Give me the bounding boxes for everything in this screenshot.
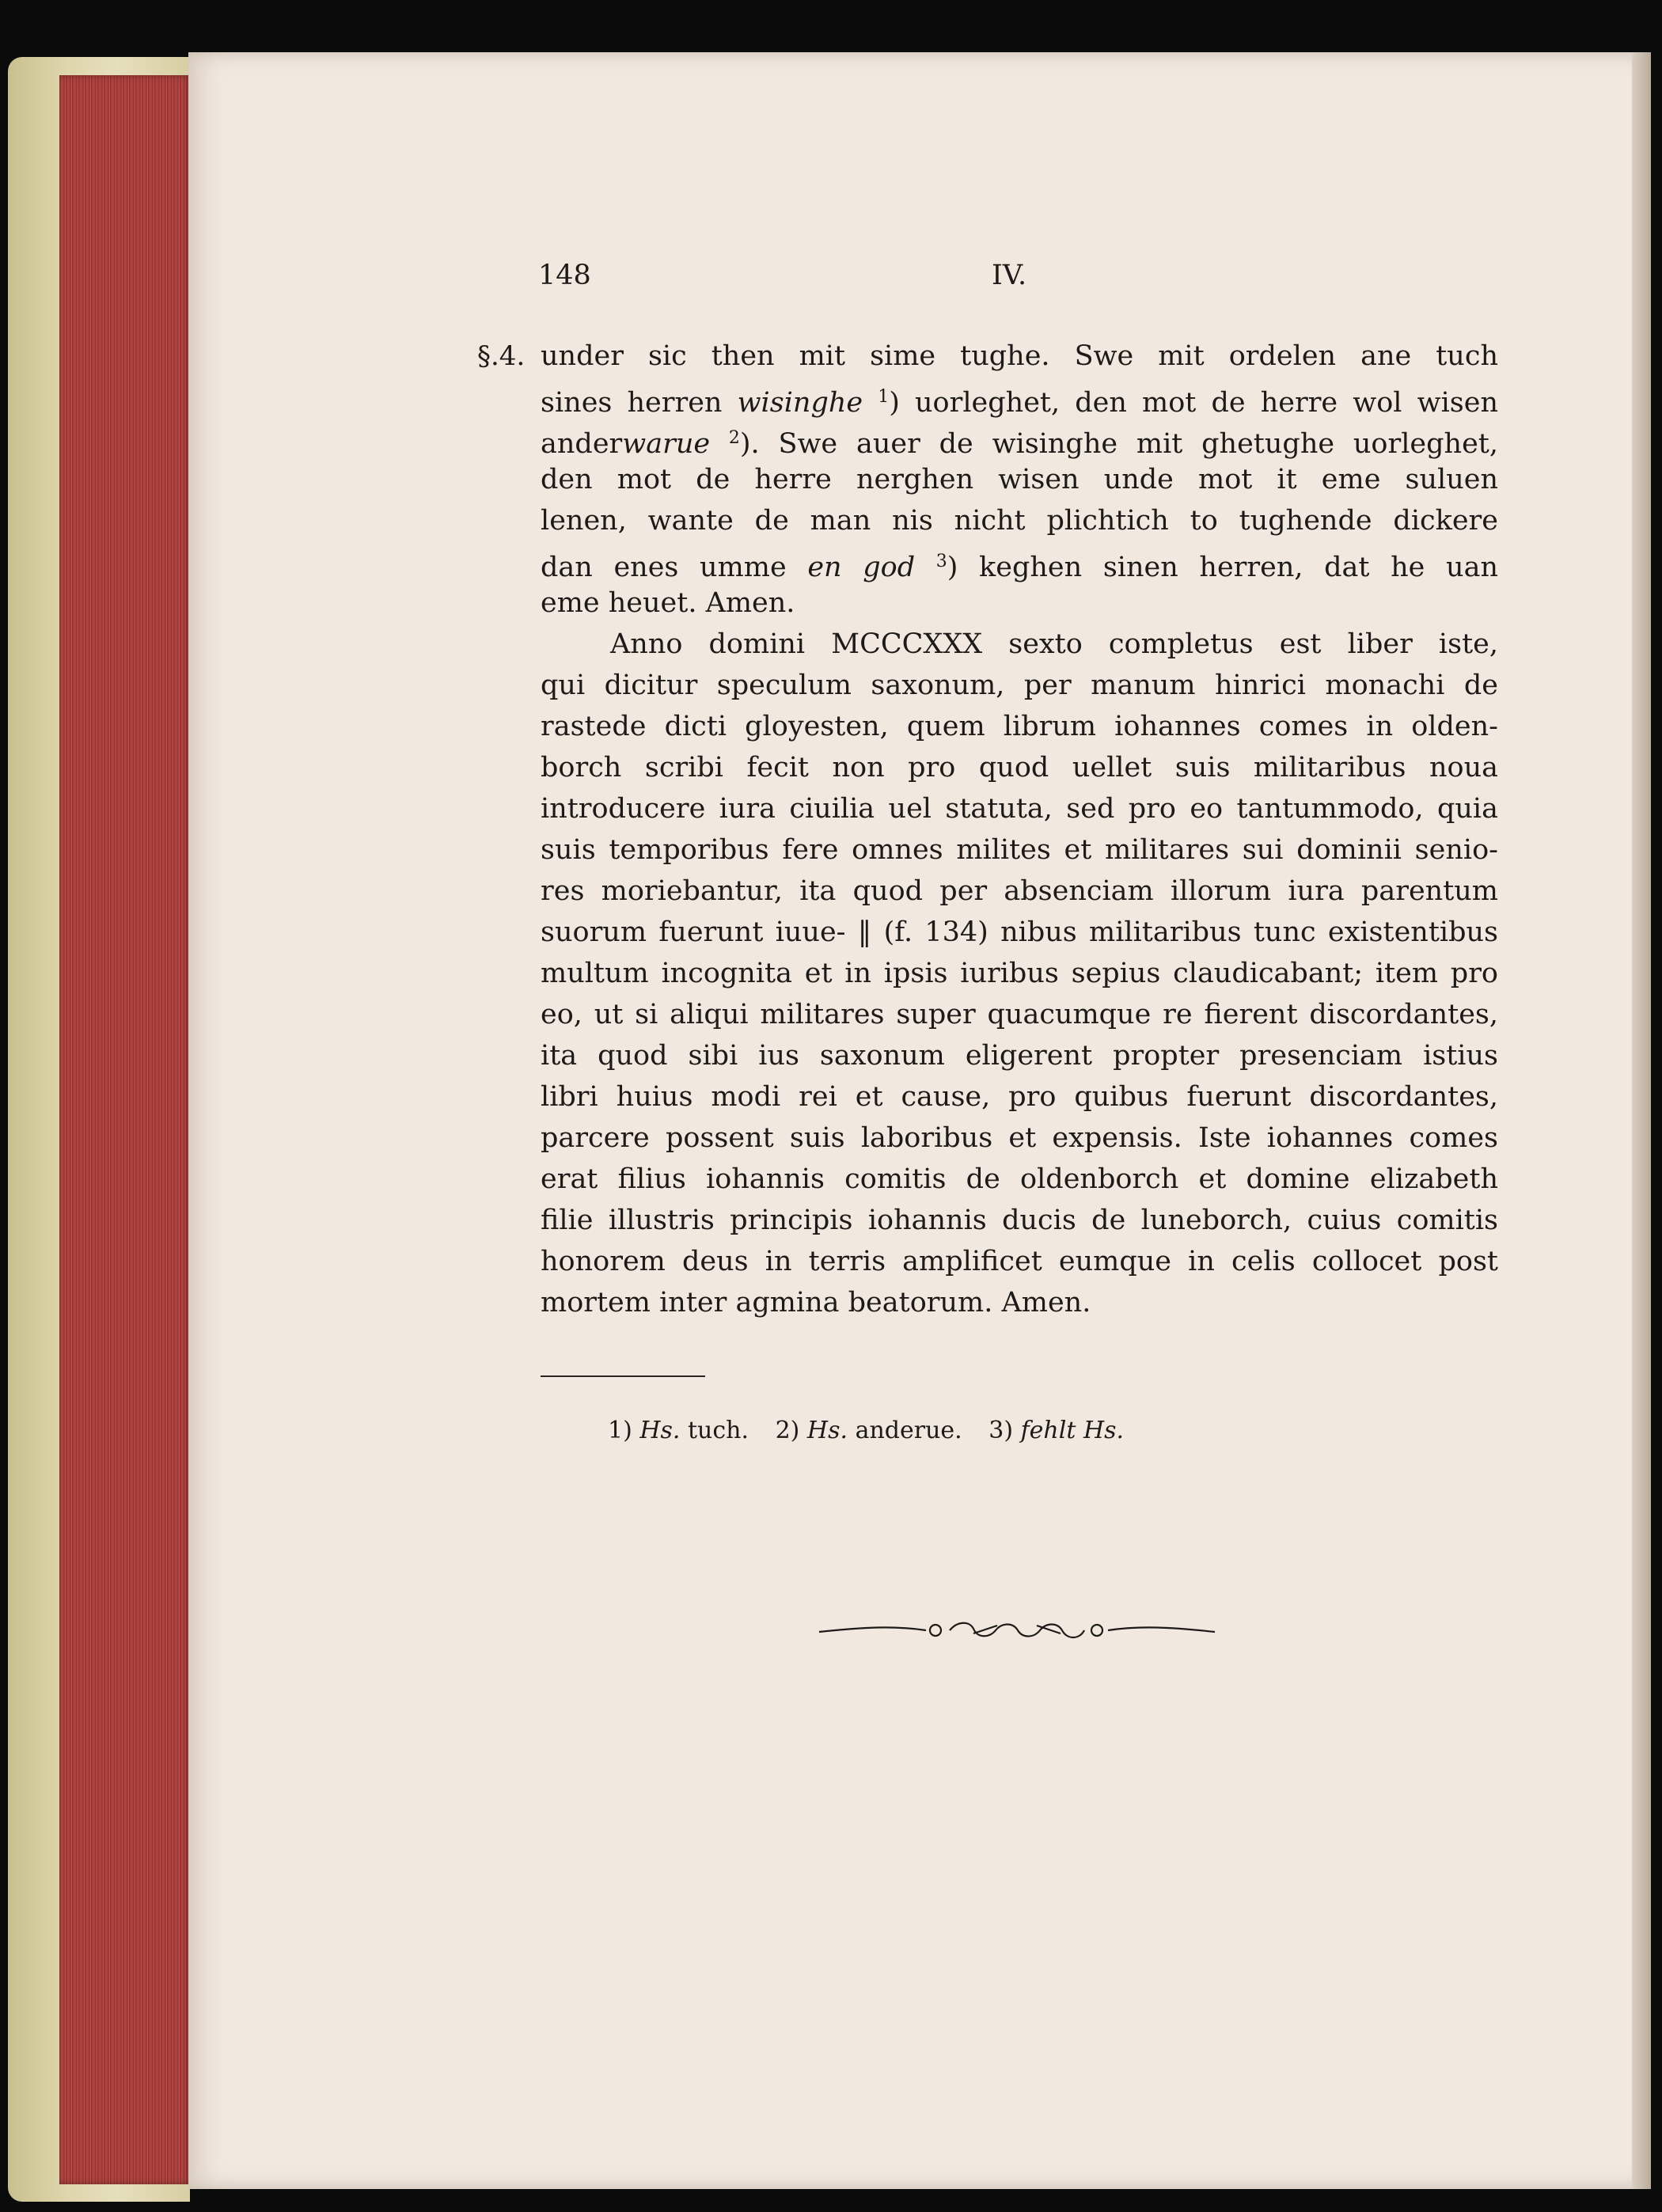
footnote-2-text: anderue. — [855, 1417, 962, 1444]
text-line: qui dicitur speculum saxonum, per manum hinrici monachi de — [541, 670, 1498, 701]
text-line: honorem deus in terris amplificet eumque in celis collocet post — [541, 1246, 1498, 1277]
footnote-2-siglum: Hs. — [806, 1417, 848, 1444]
text-line: Anno domini MCCCXXX sexto completus est liber iste, — [610, 628, 1498, 660]
running-head: IV. — [992, 260, 1027, 291]
text-line: anderwarue $^2$). Swe auer de wisinghe mit ghetughe uorleghet, — [541, 428, 1498, 460]
footnote-3-text: fehlt Hs. — [1020, 1417, 1125, 1444]
text-line: ita quod sibi ius saxonum eligerent propter presenciam istius — [541, 1040, 1498, 1072]
text-line: libri huius modi rei et cause, pro quibus fuerunt discordantes, — [541, 1081, 1498, 1113]
footnote-2-mark: 2) — [775, 1417, 800, 1444]
text-line: under sic then mit sime tughe. Swe mit ordelen ane tuch — [541, 340, 1498, 372]
footnote-ref: 1 — [878, 387, 890, 407]
text-line: sines herren wisinghe $^1$) uorleghet, den mot de herre wol wisen — [541, 387, 1498, 419]
scroll-ornament-icon — [815, 1607, 1219, 1654]
footnote-ref: 3 — [935, 552, 947, 571]
footnote-1-text: tuch. — [687, 1417, 749, 1444]
text-line: eo, ut si aliqui militares super quacumque re fierent discordantes, — [541, 999, 1498, 1030]
footnote-3-mark: 3) — [988, 1417, 1014, 1444]
page-header — [538, 260, 1045, 304]
text-line: res moriebantur, ita quod per absenciam illorum iura parentum — [541, 875, 1498, 907]
text-line: rastede dicti gloyesten, quem librum iohannes comes in olden- — [541, 711, 1498, 742]
text-line: suis temporibus fere omnes milites et militares sui dominii senio- — [541, 834, 1498, 866]
italic-term: warue — [622, 428, 711, 460]
text-line: dan enes umme en god $^3$) keghen sinen herren, dat he uan — [541, 552, 1498, 583]
text-line: borch scribi fecit non pro quod uellet suis militaribus noua — [541, 752, 1498, 783]
text-line: den mot de herre nerghen wisen unde mot it eme suluen — [541, 464, 1498, 495]
italic-term: wisinghe — [737, 387, 863, 419]
text-line: eme heuet. Amen. — [541, 587, 795, 619]
page-number: 148 — [538, 260, 591, 291]
page-edges — [59, 75, 194, 2184]
text-line: lenen, wante de man nis nicht plichtich to tughende dickere — [541, 505, 1498, 537]
text-line: filie illustris principis iohannis ducis de luneborch, cuius comitis — [541, 1205, 1498, 1236]
footnote-ref: 2 — [728, 428, 740, 448]
text-line: introducere iura ciuilia uel statuta, sed pro eo tantummodo, quia — [541, 793, 1498, 825]
page-right-edge — [1632, 52, 1651, 2189]
footnote-rule — [541, 1375, 705, 1377]
text-line: suorum fuerunt iuue- ‖ (f. 134) nibus militaribus tunc existentibus — [541, 916, 1498, 948]
section-mark: §.4. — [477, 340, 526, 372]
text-line: multum incognita et in ipsis iuribus sepius claudicabant; item pro — [541, 958, 1498, 989]
italic-term: en god — [807, 552, 916, 583]
text-line: mortem inter agmina beatorum. Amen. — [541, 1287, 1091, 1318]
text-line: parcere possent suis laboribus et expensis. Iste iohannes comes — [541, 1122, 1498, 1154]
footnote-1-siglum: Hs. — [639, 1417, 681, 1444]
footnote-1-mark: 1) — [608, 1417, 632, 1444]
footnotes — [608, 1417, 1124, 1444]
main-text — [541, 336, 1498, 1323]
text-line: erat filius iohannis comitis de oldenborch et domine elizabeth — [541, 1163, 1498, 1195]
